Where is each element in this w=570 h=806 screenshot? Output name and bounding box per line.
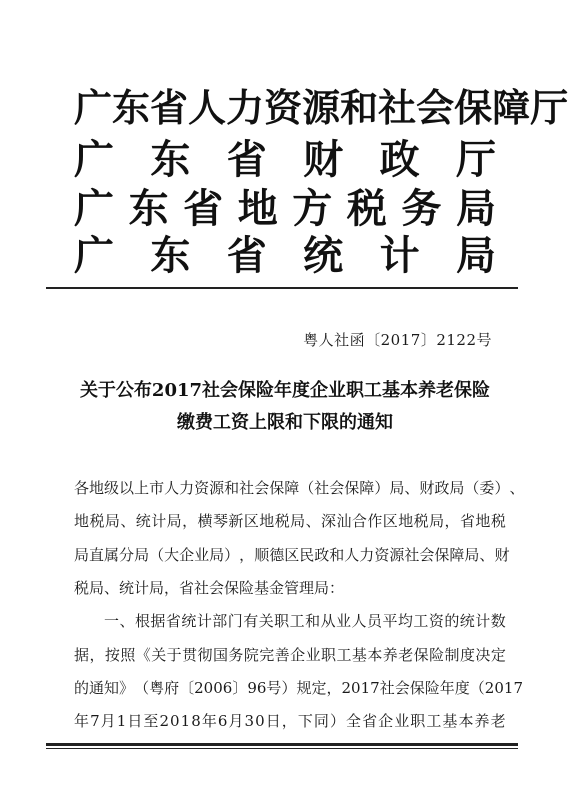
issuer-hrss-department xyxy=(74,85,569,131)
body-line: 局 直 属 分 局 （ 大 企 业 局 ） ， 顺 德 区 民 政 和 人 力 资 源 社 会 保 障 局 、 财 xyxy=(74,546,510,564)
body-line: 年 7 月 1 日 至 2 0 1 8 年 6 月 3 0 日 ， 下 同 ） 全 省 企 业 职 工 基 本 养 老 xyxy=(74,712,506,730)
issuer-char: 统 xyxy=(303,233,344,279)
issuer-char: 广 xyxy=(74,137,114,183)
issuer-char: 省 xyxy=(183,186,224,232)
document-title-line-2: 缴费工资上限和下限的通知 xyxy=(177,412,393,433)
issuer-char: 计 xyxy=(379,233,420,279)
issuer-char: 源 xyxy=(302,86,341,130)
issuer-char: 会 xyxy=(416,86,455,130)
issuer-char: 厅 xyxy=(530,86,569,130)
issuer-char: 东 xyxy=(112,86,151,130)
body-line: 税局、统计局，省社会保险基金管理局： xyxy=(74,579,345,597)
issuer-char: 政 xyxy=(379,137,420,183)
body-line: 一 、 根 据 省 统 计 部 门 有 关 职 工 和 从 业 人 员 平 均 工 资 的 统 计 数 xyxy=(104,612,506,630)
issuer-char: 广 xyxy=(74,233,114,279)
issuer-char: 社 xyxy=(378,86,417,130)
document-number: 粤人社函〔2017〕2122号 xyxy=(303,331,492,349)
footer-divider-thick xyxy=(46,743,518,746)
footer-divider-thin xyxy=(46,748,518,749)
issuer-char: 财 xyxy=(303,137,344,183)
body-line: 地 税 局 、 统 计 局 ， 横 琴 新 区 地 税 局 、 深 汕 合 作 区 地 税 局 ， 省 地 税 xyxy=(74,512,506,530)
issuer-char: 局 xyxy=(455,186,496,232)
issuer-char: 东 xyxy=(150,137,191,183)
issuer-char: 省 xyxy=(226,137,267,183)
issuer-char: 省 xyxy=(226,233,267,279)
issuer-char: 东 xyxy=(128,186,169,232)
issuer-char: 东 xyxy=(150,233,191,279)
issuer-char: 资 xyxy=(264,86,303,130)
issuer-char: 省 xyxy=(150,86,189,130)
issuer-char: 保 xyxy=(454,86,493,130)
issuer-char: 障 xyxy=(492,86,531,130)
issuer-char: 厅 xyxy=(455,137,496,183)
issuer-char: 务 xyxy=(401,186,442,232)
body-line: 的 通 知 》 （ 粤 府 〔 2 0 0 6 〕 9 6 号 ） 规 定 ， 2 0 1 7 社 会 保 险 年 度 （ 2 0 1 7 xyxy=(74,679,523,697)
body-line: 各 地 级 以 上 市 人 力 资 源 和 社 会 保 障 （ 社 会 保 障 ） 局 、 财 政 局 （ 委 ） 、 xyxy=(74,479,525,497)
document-title-line-1: 关于公布2017社会保险年度企业职工基本养老保险 xyxy=(79,380,491,401)
issuer-char: 方 xyxy=(292,186,333,232)
issuer-char: 力 xyxy=(226,86,265,130)
issuer-char: 广 xyxy=(74,86,113,130)
issuer-char: 地 xyxy=(237,186,278,232)
issuer-char: 人 xyxy=(188,86,227,130)
issuer-char: 局 xyxy=(455,233,496,279)
issuer-finance-department xyxy=(74,137,496,183)
issuer-statistics-bureau xyxy=(74,233,496,279)
body-line: 据 ， 按 照 《 关 于 贯 彻 国 务 院 完 善 企 业 职 工 基 本 养 老 保 险 制 度 决 定 xyxy=(74,646,506,664)
header-divider xyxy=(46,287,518,289)
issuer-local-tax-bureau xyxy=(74,186,496,232)
issuer-char: 税 xyxy=(346,186,387,232)
issuer-char: 广 xyxy=(74,186,114,232)
issuer-char: 和 xyxy=(340,86,379,130)
